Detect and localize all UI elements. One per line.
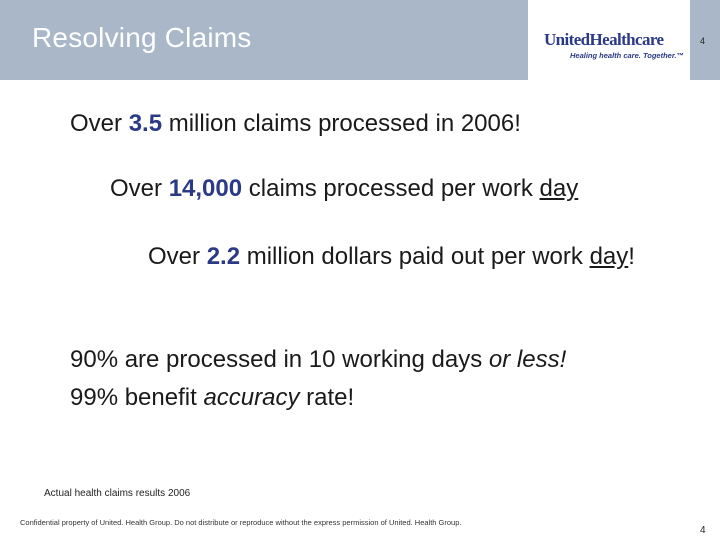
stat-dollars-per-day: Over 2.2 million dollars paid out per work day! — [148, 243, 635, 270]
stat-processing-time: 90% are processed in 10 working days or less! — [70, 346, 567, 373]
stat-claims-2006: Over 3.5 million claims processed in 2006! — [70, 110, 521, 137]
header-bar — [0, 0, 720, 80]
confidential-footer: Confidential property of United. Health Group. Do not distribute or reproduce without the express permission of United. Health Group. — [20, 518, 462, 527]
slide-number-top: 4 — [700, 36, 706, 46]
stat-value: 14,000 — [168, 175, 243, 202]
slide-number-bottom: 4 — [700, 525, 706, 536]
stat-value: 3.5 — [128, 110, 163, 137]
source-note: Actual health claims results 2006 — [44, 488, 191, 499]
logo-tagline: Healing health care. Together.™ — [570, 51, 684, 60]
slide-title: Resolving Claims — [32, 22, 252, 53]
stat-value: 2.2 — [206, 243, 241, 270]
stat-accuracy-rate: 99% benefit accuracy rate! — [70, 384, 355, 411]
unitedhealthcare-logo — [528, 0, 690, 80]
logo-name: UnitedHealthcare — [544, 30, 664, 49]
stat-claims-per-day: Over 14,000 claims processed per work day — [110, 175, 579, 202]
